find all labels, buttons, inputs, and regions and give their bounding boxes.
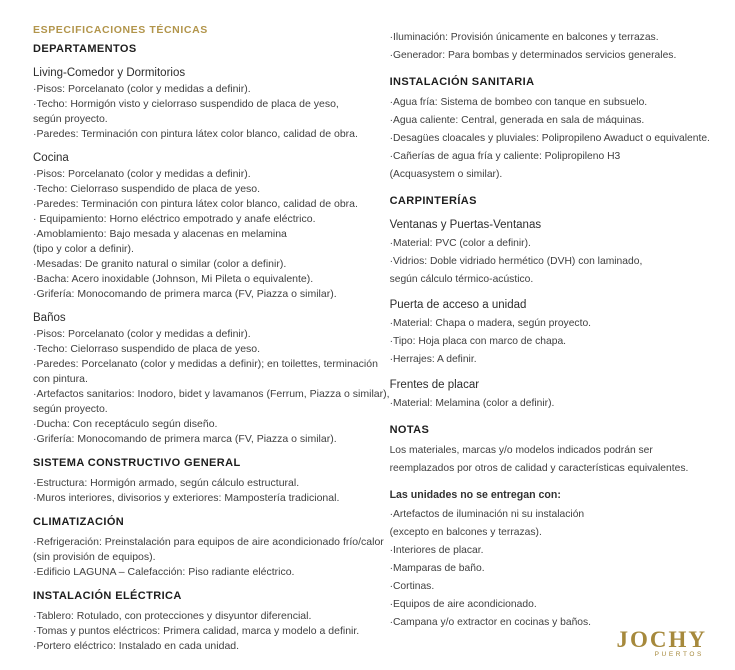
- spec-line: ·Cortinas.: [389, 581, 435, 592]
- spec-line: ·Muros interiores, divisorios y exteriores: Mampostería tradicional.: [33, 492, 340, 504]
- spec-line: según cálculo térmico-acústico.: [389, 274, 534, 285]
- section-heading: CLIMATIZACIÓN: [33, 516, 125, 528]
- spec-line: ·Tomas y puntos eléctricos: Primera calidad, marca y modelo a definir.: [33, 625, 360, 637]
- spec-group: [33, 609, 390, 654]
- page-title: ESPECIFICACIONES TÉCNICAS: [33, 24, 208, 36]
- spec-line: ·Portero eléctrico: Instalado en cada unidad.: [33, 640, 240, 652]
- group-subheading: Baños: [33, 312, 66, 324]
- group-subheading: Cocina: [33, 152, 69, 164]
- spec-group: [33, 150, 390, 302]
- spec-line: según proyecto.: [33, 403, 108, 415]
- section-instalacion-electrica: [33, 589, 390, 654]
- spec-line: ·Grifería: Monocomando de primera marca (FV, Piazza o similar).: [33, 288, 337, 300]
- spec-line: ·Ducha: Con receptáculo según diseño.: [33, 418, 218, 430]
- spec-group: [33, 310, 390, 447]
- group-subheading: Frentes de placar: [389, 379, 480, 391]
- spec-line: (Acquasystem o similar).: [389, 169, 503, 180]
- section-heading: NOTAS: [389, 424, 430, 436]
- left-column: [33, 24, 390, 654]
- spec-line: ·Material: PVC (color a definir).: [389, 238, 531, 249]
- spec-line: (sin provisión de equipos).: [33, 551, 156, 563]
- section-notas: [390, 423, 717, 632]
- spec-group: [33, 65, 390, 142]
- logo-puertos-tagline: PUERTOS: [654, 650, 704, 658]
- spec-line: ·Interiores de placar.: [389, 545, 484, 556]
- two-column-layout: [33, 24, 717, 654]
- spec-line: ·Material: Chapa o madera, según proyecto.: [389, 318, 592, 329]
- spec-line: reemplazados por otros de calidad y características equivalentes.: [389, 463, 689, 474]
- spec-line: ·Estructura: Hormigón armado, según cálculo estructural.: [33, 477, 300, 489]
- spec-line: ·Techo: Cielorraso suspendido de placa de yeso.: [33, 343, 261, 355]
- section-heading: CARPINTERÍAS: [389, 195, 477, 207]
- spec-line: (tipo y color a definir).: [33, 243, 134, 255]
- spec-line: con pintura.: [33, 373, 88, 385]
- section-heading: DEPARTAMENTOS: [33, 43, 137, 55]
- spec-line: ·Generador: Para bombas y determinados servicios generales.: [389, 50, 677, 61]
- section-heading: INSTALACIÓN SANITARIA: [389, 76, 535, 88]
- spec-line: ·Desagües cloacales y pluviales: Polipropileno Awaduct o equivalente.: [389, 133, 710, 144]
- section-heading: SISTEMA CONSTRUCTIVO GENERAL: [33, 457, 241, 469]
- spec-line: según proyecto.: [33, 113, 108, 125]
- section-carpinterias: [390, 194, 717, 413]
- group-subheading: Living-Comedor y Dormitorios: [33, 67, 186, 79]
- spec-line: ·Pisos: Porcelanato (color y medidas a definir).: [33, 328, 251, 340]
- spec-line: ·Paredes: Terminación con pintura látex color blanco, calidad de obra.: [33, 128, 358, 140]
- spec-line: ·Tablero: Rotulado, con protecciones y disyuntor diferencial.: [33, 610, 312, 622]
- section-departamentos: [33, 42, 390, 447]
- spec-line: ·Cañerías de agua fría y caliente: Polipropileno H3: [389, 151, 621, 162]
- spec-line: ·Techo: Hormigón visto y cielorraso suspendido de placa de yeso,: [33, 98, 339, 110]
- logo: [617, 628, 708, 659]
- spec-line: (excepto en balcones y terrazas).: [389, 527, 542, 538]
- spec-line: ·Campana y/o extractor en cocinas y baños.: [389, 617, 592, 628]
- spec-line: ·Mamparas de baño.: [389, 563, 485, 574]
- spec-line: Los materiales, marcas y/o modelos indicados podrán ser: [389, 445, 653, 456]
- spec-line: ·Vidrios: Doble vidriado hermético (DVH) con laminado,: [389, 256, 643, 267]
- spec-line: ·Material: Melamina (color a definir).: [389, 398, 555, 409]
- spec-line: ·Artefactos de iluminación ni su instalación: [389, 509, 585, 520]
- spec-line: ·Mesadas: De granito natural o similar (color a definir).: [33, 258, 287, 270]
- logo-jochy-wordmark: JOCHY: [616, 626, 707, 652]
- spec-line: ·Techo: Cielorraso suspendido de placa de yeso.: [33, 183, 261, 195]
- spec-group: [390, 29, 717, 65]
- spec-line: ·Bacha: Acero inoxidable (Johnson, Mi Pileta o equivalente).: [33, 273, 314, 285]
- spec-line: ·Grifería: Monocomando de primera marca (FV, Piazza o similar).: [33, 433, 337, 445]
- spec-group: [390, 297, 717, 369]
- spec-line: ·Refrigeración: Preinstalación para equipos de aire acondicionado frío/calor: [33, 536, 384, 548]
- right-column: [390, 24, 717, 654]
- section-sistema-constructivo-general: [33, 456, 390, 506]
- spec-line: ·Herrajes: A definir.: [389, 354, 477, 365]
- spec-line: ·Tipo: Hoja placa con marco de chapa.: [389, 336, 567, 347]
- spec-line: ·Agua caliente: Central, generada en sala de máquinas.: [389, 115, 645, 126]
- group-subheading: Ventanas y Puertas-Ventanas: [389, 219, 542, 231]
- group-subheading: Las unidades no se entregan con:: [389, 489, 561, 501]
- spec-line: ·Edificio LAGUNA – Calefacción: Piso radiante eléctrico.: [33, 566, 295, 578]
- left-sections-container: [33, 42, 390, 654]
- spec-line: ·Artefactos sanitarios: Inodoro, bidet y lavamanos (Ferrum, Piazza o similar),: [33, 388, 390, 400]
- section-heading: INSTALACIÓN ELÉCTRICA: [33, 590, 182, 602]
- spec-group: [390, 94, 717, 184]
- section-climatizacion: [33, 515, 390, 580]
- spec-group: [390, 442, 717, 478]
- spec-line: ·Paredes: Porcelanato (color y medidas a definir); en toilettes, terminación: [33, 358, 378, 370]
- spec-group: [390, 217, 717, 289]
- spec-group: [390, 377, 717, 413]
- spec-group: [33, 535, 390, 580]
- section-instalacion-sanitaria: [390, 75, 717, 184]
- spec-line: ·Agua fría: Sistema de bombeo con tanque en subsuelo.: [389, 97, 648, 108]
- spec-line: ·Equipos de aire acondicionado.: [389, 599, 537, 610]
- group-subheading: Puerta de acceso a unidad: [389, 299, 527, 311]
- right-sections-container: [390, 29, 717, 632]
- spec-line: ·Pisos: Porcelanato (color y medidas a definir).: [33, 83, 251, 95]
- spec-line: ·Iluminación: Provisión únicamente en balcones y terrazas.: [389, 32, 659, 43]
- spec-line: ·Pisos: Porcelanato (color y medidas a definir).: [33, 168, 251, 180]
- section-instalacion-electrica-continuacion: [390, 29, 717, 65]
- spec-group: [390, 486, 717, 632]
- spec-line: ·Paredes: Terminación con pintura látex color blanco, calidad de obra.: [33, 198, 358, 210]
- spec-line: · Equipamiento: Horno eléctrico empotrado y anafe eléctrico.: [33, 213, 316, 225]
- spec-line: ·Amoblamiento: Bajo mesada y alacenas en melamina: [33, 228, 287, 240]
- spec-group: [33, 476, 390, 506]
